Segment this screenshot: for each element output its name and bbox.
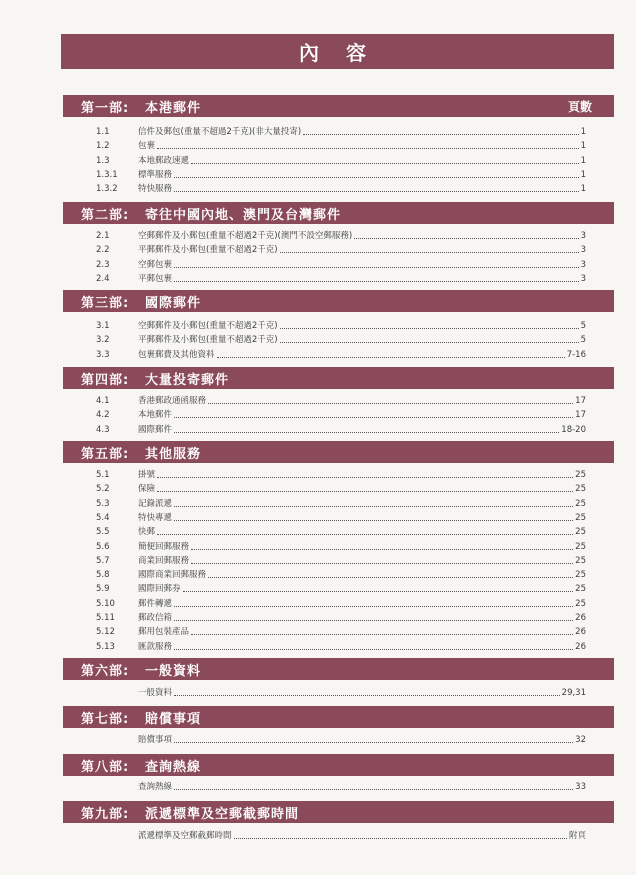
entry-title: 特快服務 bbox=[138, 184, 173, 195]
section-title: 賠償事項 bbox=[145, 711, 202, 727]
section-header bbox=[63, 367, 614, 389]
entry-page-number: 1 bbox=[580, 169, 586, 180]
entry-title: 快郵 bbox=[138, 527, 156, 538]
dot-leader bbox=[183, 591, 574, 592]
entry-number: 1.2 bbox=[96, 141, 110, 152]
entry-number: 5.7 bbox=[96, 555, 110, 566]
entry-number: 3.2 bbox=[96, 335, 110, 346]
toc-entry bbox=[96, 610, 586, 624]
dot-leader bbox=[217, 357, 565, 358]
entry-title: 派遞標準及空郵截郵時間 bbox=[138, 831, 232, 841]
entry-page-number: 17 bbox=[575, 410, 586, 421]
entry-title: 記錄派遞 bbox=[138, 498, 173, 509]
dot-leader bbox=[280, 328, 579, 329]
entry-page-number: 25 bbox=[575, 570, 586, 581]
dot-leader bbox=[174, 649, 573, 650]
entry-number: 3.3 bbox=[96, 349, 110, 360]
toc-entry bbox=[96, 779, 586, 793]
section-header bbox=[63, 290, 614, 312]
section-part-label: 第五部: bbox=[81, 446, 130, 462]
entry-number: 5.13 bbox=[96, 641, 115, 652]
entry-title: 國際郵件 bbox=[138, 424, 173, 435]
entry-number: 5.12 bbox=[96, 627, 115, 638]
dot-leader bbox=[174, 606, 573, 607]
toc-entry bbox=[96, 167, 586, 181]
entry-page-number: 25 bbox=[575, 527, 586, 538]
toc-entry bbox=[96, 138, 586, 152]
entry-title: 本地郵件 bbox=[138, 410, 173, 421]
section-title: 大量投寄郵件 bbox=[145, 372, 230, 388]
section-title: 派遞標準及空郵截郵時間 bbox=[145, 806, 300, 822]
dot-leader bbox=[280, 342, 579, 343]
dot-leader bbox=[354, 238, 578, 239]
entry-page-number: 25 bbox=[575, 541, 586, 552]
entry-title: 香港郵政通函服務 bbox=[138, 396, 207, 406]
toc-entry bbox=[96, 567, 586, 581]
entry-title: 包裹 bbox=[138, 141, 156, 152]
section-title: 寄往中國內地、澳門及台灣郵件 bbox=[145, 207, 342, 223]
entry-title: 包裹郵費及其他資料 bbox=[138, 349, 215, 360]
dot-leader bbox=[174, 742, 573, 743]
entry-number: 2.4 bbox=[96, 273, 110, 284]
dot-leader bbox=[191, 549, 573, 550]
entry-page-number: 1 bbox=[580, 184, 586, 195]
toc-entry bbox=[96, 581, 586, 595]
entry-page-number: 1 bbox=[580, 127, 586, 137]
toc-entry bbox=[96, 407, 586, 421]
entry-number: 4.3 bbox=[96, 424, 110, 435]
entry-title: 信件及郵包(重量不超過2千克)(非大量投寄) bbox=[138, 127, 302, 137]
toc-entry bbox=[96, 332, 586, 346]
entry-number: 4.2 bbox=[96, 410, 110, 421]
dot-leader bbox=[157, 534, 573, 535]
toc-entry bbox=[96, 467, 586, 481]
entry-page-number: 26 bbox=[575, 613, 586, 623]
toc-entry bbox=[96, 481, 586, 495]
section-header bbox=[63, 95, 614, 117]
entry-title: 空郵郵件及小郵包(重量不超過2千克)(澳門不設空郵服務) bbox=[138, 231, 353, 241]
dot-leader bbox=[174, 177, 579, 178]
entry-number: 2.2 bbox=[96, 245, 110, 256]
toc-entry bbox=[96, 347, 586, 361]
dot-leader bbox=[174, 520, 573, 521]
entry-page-number: 5 bbox=[580, 321, 586, 331]
page-title: 內 容 bbox=[61, 34, 614, 69]
entry-page-number: 25 bbox=[575, 484, 586, 495]
entry-page-number: 3 bbox=[580, 273, 586, 284]
entry-number: 5.6 bbox=[96, 541, 110, 552]
entry-number: 5.9 bbox=[96, 584, 110, 595]
section-header bbox=[63, 706, 614, 728]
dot-leader bbox=[157, 148, 579, 149]
entry-number: 1.1 bbox=[96, 127, 110, 137]
dot-leader bbox=[157, 491, 573, 492]
entry-number: 1.3.1 bbox=[96, 169, 118, 180]
toc-entry bbox=[96, 510, 586, 524]
entry-title: 空郵郵件及小郵包(重量不超過2千克) bbox=[138, 321, 278, 331]
toc-entry bbox=[96, 153, 586, 167]
entry-page-number: 33 bbox=[575, 782, 586, 792]
entry-title: 郵政信箱 bbox=[138, 613, 173, 623]
toc-entry bbox=[96, 732, 586, 746]
dot-leader bbox=[174, 506, 573, 507]
entry-page-number: 25 bbox=[575, 584, 586, 595]
entry-number: 5.4 bbox=[96, 512, 110, 523]
toc-entry bbox=[96, 271, 586, 285]
entry-title: 保險 bbox=[138, 484, 156, 495]
dot-leader bbox=[174, 191, 579, 192]
entry-page-number: 32 bbox=[575, 735, 586, 745]
dot-leader bbox=[191, 563, 573, 564]
entry-title: 平郵郵件及小郵包(重量不超過2千克) bbox=[138, 245, 278, 256]
dot-leader bbox=[157, 477, 573, 478]
section-part-label: 第八部: bbox=[81, 759, 130, 775]
section-title: 本港郵件 bbox=[145, 100, 202, 116]
entry-title: 查詢熱線 bbox=[138, 782, 173, 792]
dot-leader bbox=[174, 267, 579, 268]
entry-page-number: 3 bbox=[580, 231, 586, 241]
entry-page-number: 29,31 bbox=[561, 688, 586, 698]
toc-entry bbox=[96, 242, 586, 256]
dot-leader bbox=[280, 252, 579, 253]
entry-page-number: 18-20 bbox=[561, 424, 586, 435]
entry-number: 2.3 bbox=[96, 259, 110, 270]
entry-page-number: 17 bbox=[575, 396, 586, 406]
toc-entry bbox=[96, 181, 586, 195]
entry-number: 4.1 bbox=[96, 396, 110, 406]
entry-page-number: 5 bbox=[580, 335, 586, 346]
entry-page-number: 附頁 bbox=[568, 831, 586, 841]
entry-number: 3.1 bbox=[96, 321, 110, 331]
entry-page-number: 3 bbox=[580, 245, 586, 256]
entry-page-number: 25 bbox=[575, 498, 586, 509]
toc-entry bbox=[96, 318, 586, 332]
entry-number: 1.3.2 bbox=[96, 184, 118, 195]
toc-entry bbox=[96, 393, 586, 407]
entry-page-number: 26 bbox=[575, 641, 586, 652]
entry-page-number: 26 bbox=[575, 627, 586, 638]
toc-entry bbox=[96, 685, 586, 699]
dot-leader bbox=[234, 838, 567, 839]
dot-leader bbox=[174, 695, 560, 696]
entry-title: 國際商業回郵服務 bbox=[138, 570, 207, 581]
entry-title: 郵件轉遞 bbox=[138, 598, 173, 609]
entry-number: 5.10 bbox=[96, 598, 115, 609]
entry-page-number: 25 bbox=[575, 470, 586, 480]
entry-page-number: 25 bbox=[575, 512, 586, 523]
toc-entry bbox=[96, 828, 586, 842]
entry-number: 5.5 bbox=[96, 527, 110, 538]
dot-leader bbox=[174, 417, 573, 418]
section-title: 查詢熱線 bbox=[145, 759, 202, 775]
entry-title: 郵用包裝產品 bbox=[138, 627, 190, 638]
toc-entry bbox=[96, 624, 586, 638]
section-header bbox=[63, 202, 614, 224]
entry-title: 特快專遞 bbox=[138, 512, 173, 523]
section-part-label: 第二部: bbox=[81, 207, 130, 223]
entry-page-number: 25 bbox=[575, 598, 586, 609]
entry-number: 5.3 bbox=[96, 498, 110, 509]
entry-title: 平郵郵件及小郵包(重量不超過2千克) bbox=[138, 335, 278, 346]
toc-entry bbox=[96, 124, 586, 138]
section-header bbox=[63, 801, 614, 823]
entry-page-number: 7-16 bbox=[566, 349, 586, 360]
entry-number: 1.3 bbox=[96, 155, 110, 166]
entry-number: 5.1 bbox=[96, 470, 110, 480]
toc-entry bbox=[96, 596, 586, 610]
toc-entry bbox=[96, 257, 586, 271]
section-title: 一般資料 bbox=[145, 663, 202, 679]
toc-entry bbox=[96, 639, 586, 653]
toc-entry bbox=[96, 539, 586, 553]
entry-title: 商業回郵服務 bbox=[138, 555, 190, 566]
entry-number: 5.2 bbox=[96, 484, 110, 495]
entry-page-number: 3 bbox=[580, 259, 586, 270]
section-header bbox=[63, 754, 614, 776]
toc-entry bbox=[96, 228, 586, 242]
entry-page-number: 1 bbox=[580, 155, 586, 166]
section-part-label: 第一部: bbox=[81, 100, 130, 116]
entry-title: 簡便回郵服務 bbox=[138, 541, 190, 552]
section-title: 國際郵件 bbox=[145, 295, 202, 311]
dot-leader bbox=[174, 281, 579, 282]
entry-title: 匯款服務 bbox=[138, 641, 173, 652]
entry-page-number: 1 bbox=[580, 141, 586, 152]
dot-leader bbox=[191, 634, 573, 635]
section-title: 其他服務 bbox=[145, 446, 202, 462]
section-part-label: 第九部: bbox=[81, 806, 130, 822]
dot-leader bbox=[208, 403, 573, 404]
toc-entry bbox=[96, 553, 586, 567]
section-part-label: 第七部: bbox=[81, 711, 130, 727]
dot-leader bbox=[208, 577, 573, 578]
page-column-header: 頁數 bbox=[567, 99, 592, 114]
entry-title: 空郵包裹 bbox=[138, 259, 173, 270]
dot-leader bbox=[174, 789, 573, 790]
section-header bbox=[63, 658, 614, 680]
entry-title: 本地郵政速遞 bbox=[138, 155, 190, 166]
entry-title: 掛號 bbox=[138, 470, 156, 480]
dot-leader bbox=[174, 620, 573, 621]
entry-title: 國際回郵券 bbox=[138, 584, 181, 595]
toc-entry bbox=[96, 496, 586, 510]
entry-title: 標準服務 bbox=[138, 169, 173, 180]
entry-number: 5.8 bbox=[96, 570, 110, 581]
entry-number: 5.11 bbox=[96, 613, 115, 623]
entry-number: 2.1 bbox=[96, 231, 110, 241]
entry-page-number: 25 bbox=[575, 555, 586, 566]
toc-entry bbox=[96, 422, 586, 436]
dot-leader bbox=[303, 134, 578, 135]
section-part-label: 第六部: bbox=[81, 663, 130, 679]
entry-title: 一般資料 bbox=[138, 688, 173, 698]
entry-title: 賠償事項 bbox=[138, 735, 173, 745]
section-part-label: 第四部: bbox=[81, 372, 130, 388]
dot-leader bbox=[174, 432, 559, 433]
section-header bbox=[63, 441, 614, 463]
entry-title: 平郵包裹 bbox=[138, 273, 173, 284]
toc-entry bbox=[96, 524, 586, 538]
dot-leader bbox=[191, 163, 579, 164]
section-part-label: 第三部: bbox=[81, 295, 130, 311]
